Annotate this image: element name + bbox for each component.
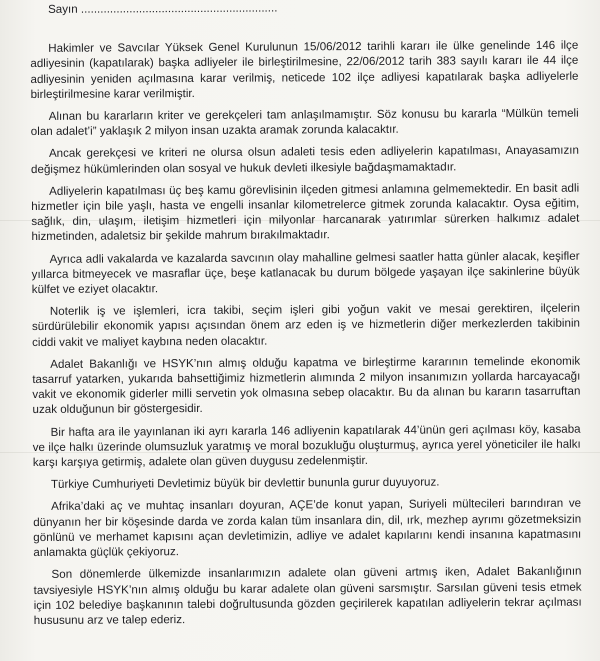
paragraph: Alınan bu kararların kriter ve gerekçeleri tam anlaşılmamıştır. Söz konusu bu kararla “Mülkün temeli olan adalet’i” yaklaşık 2 milyon insan uzakta aramak zorunda kalacaktır. (30, 106, 579, 139)
paragraph: Noterlik iş ve işlemleri, icra takibi, seçim işleri gibi yoğun vakit ve mesai gerektiren, ilçelerin sürdürülebilir ekonomik yapısı açısından önem arz eden iş ve hizmetlerin diğer merkezlerden takibinin ciddi vakit ve maliyet kaybına neden olacaktır. (31, 301, 581, 349)
paragraph: Adalet Bakanlığı ve HSYK’nın almış olduğu kapatma ve birleştirme kararının temelinde ekonomik tasarruf yatarken, yukarıda bahsettiğimiz hizmetlerin alımında 2 milyon insanımızın yollarda harcayacağı vakit ve ekonomik giderler milli servetin yok olmasına sebep olacaktır. Bu da alınan bu kararın tasarruftan uzak olduğunun bir göstergesidir. (32, 354, 581, 417)
paragraph: Ayrıca adli vakalarda ve kazalarda savcının olay mahalline gelmesi saatler hatta günler alacak, keşifler yıllarca bitmeyecek ve masraflar üçe, beşe katlanacak bu durum bölgede yaşayan ilçe sakinlerine büyük külfet ve eziyet olacaktır. (31, 249, 580, 297)
paragraph: Türkiye Cumhuriyeti Devletimiz büyük bir devlettir bununla gurur duyuyoruz. (50, 475, 440, 492)
letter-body (30, 0, 582, 628)
paragraph: Adliyelerin kapatılması üç beş kamu görevlisinin ilçeden gitmesi anlamına gelmemektedir. En basit adli hizmetler için bile yaşlı, hasta ve engelli insanlar kilometrelerce gitmek zorunda kalacaktır. Oysa eğitim, sağlık, din, ulaşım, iletişim hizmetleri için milyonlar harcanarak yatırımlar sürerken halkımız adalet hizmetinden, adaletsiz bir şekilde mahrum bırakılmaktadır. (31, 181, 580, 244)
paragraph: Bir hafta ara ile yayınlanan iki ayrı kararla 146 adliyenin kapatılarak 44’ünün geri açılması köy, kasaba ve ilçe halkı üzerinde olumsuzluk yaratmış ve moral bozukluğu oluşturmuş, ayrıca yerel yöneticiler ile halkı karşı karşıya getirmiş, adalete olan güven duygusu zedelenmiştir. (32, 422, 581, 470)
paragraph: Ancak gerekçesi ve kriteri ne olursa olsun adaleti tesis eden adliyelerin kapatılması, Anayasamızın değişmez hükümlerinden olan sosyal ve hukuk devleti ilkesiyle bağdaşmamaktadır. (30, 144, 579, 176)
paragraph: Son dönemlerde ülkemizde insanlarımızın adalete olan güveni artmış iken, Adalet Bakanlığının tavsiyesiyle HSYK’nın almış olduğu bu karar adalete olan güveni sarsmıştır. Sarsılan güveni tesis etmek için 102 belediye başkanının talebi doğrultusunda gözden geçirilerek kapatılan adliyelerin tekrar açılması hususunu arz ve talep ederiz. (33, 564, 582, 627)
salutation-line: Sayın ............................................................. (48, 1, 278, 16)
paragraph: Afrika’daki aç ve muhtaç insanları doyuran, AÇE’de konut yapan, Suriyeli mültecileri barındıran ve dünyanın her bir köşesinde darda ve zorda kalan tüm insanlara din, dil, ırk, mezhep ayrımı gözetmeksizin gönlünü ve merhamet kapısını açan devletimizin, adliye ve adalet kapılarını kendi insanına kapatmasını anlamakta güçlük çekiyoruz. (33, 497, 582, 560)
paragraph: Hakimler ve Savcılar Yüksek Genel Kurulunun 15/06/2012 tarihli kararı ile ülke genelinde 146 ilçe adliyesinin (kapatılarak) başka adliyeler ile birleştirilmesine, 22/06/2012 tarih 383 sayılı kararı ile 44 ilçe adliyesinin yeniden açılmasına karar verilmiş, neticede 102 ilçe adliyesi kapatılarak başka adliyelerle birleştirilmesine karar verilmiştir. (30, 38, 579, 101)
